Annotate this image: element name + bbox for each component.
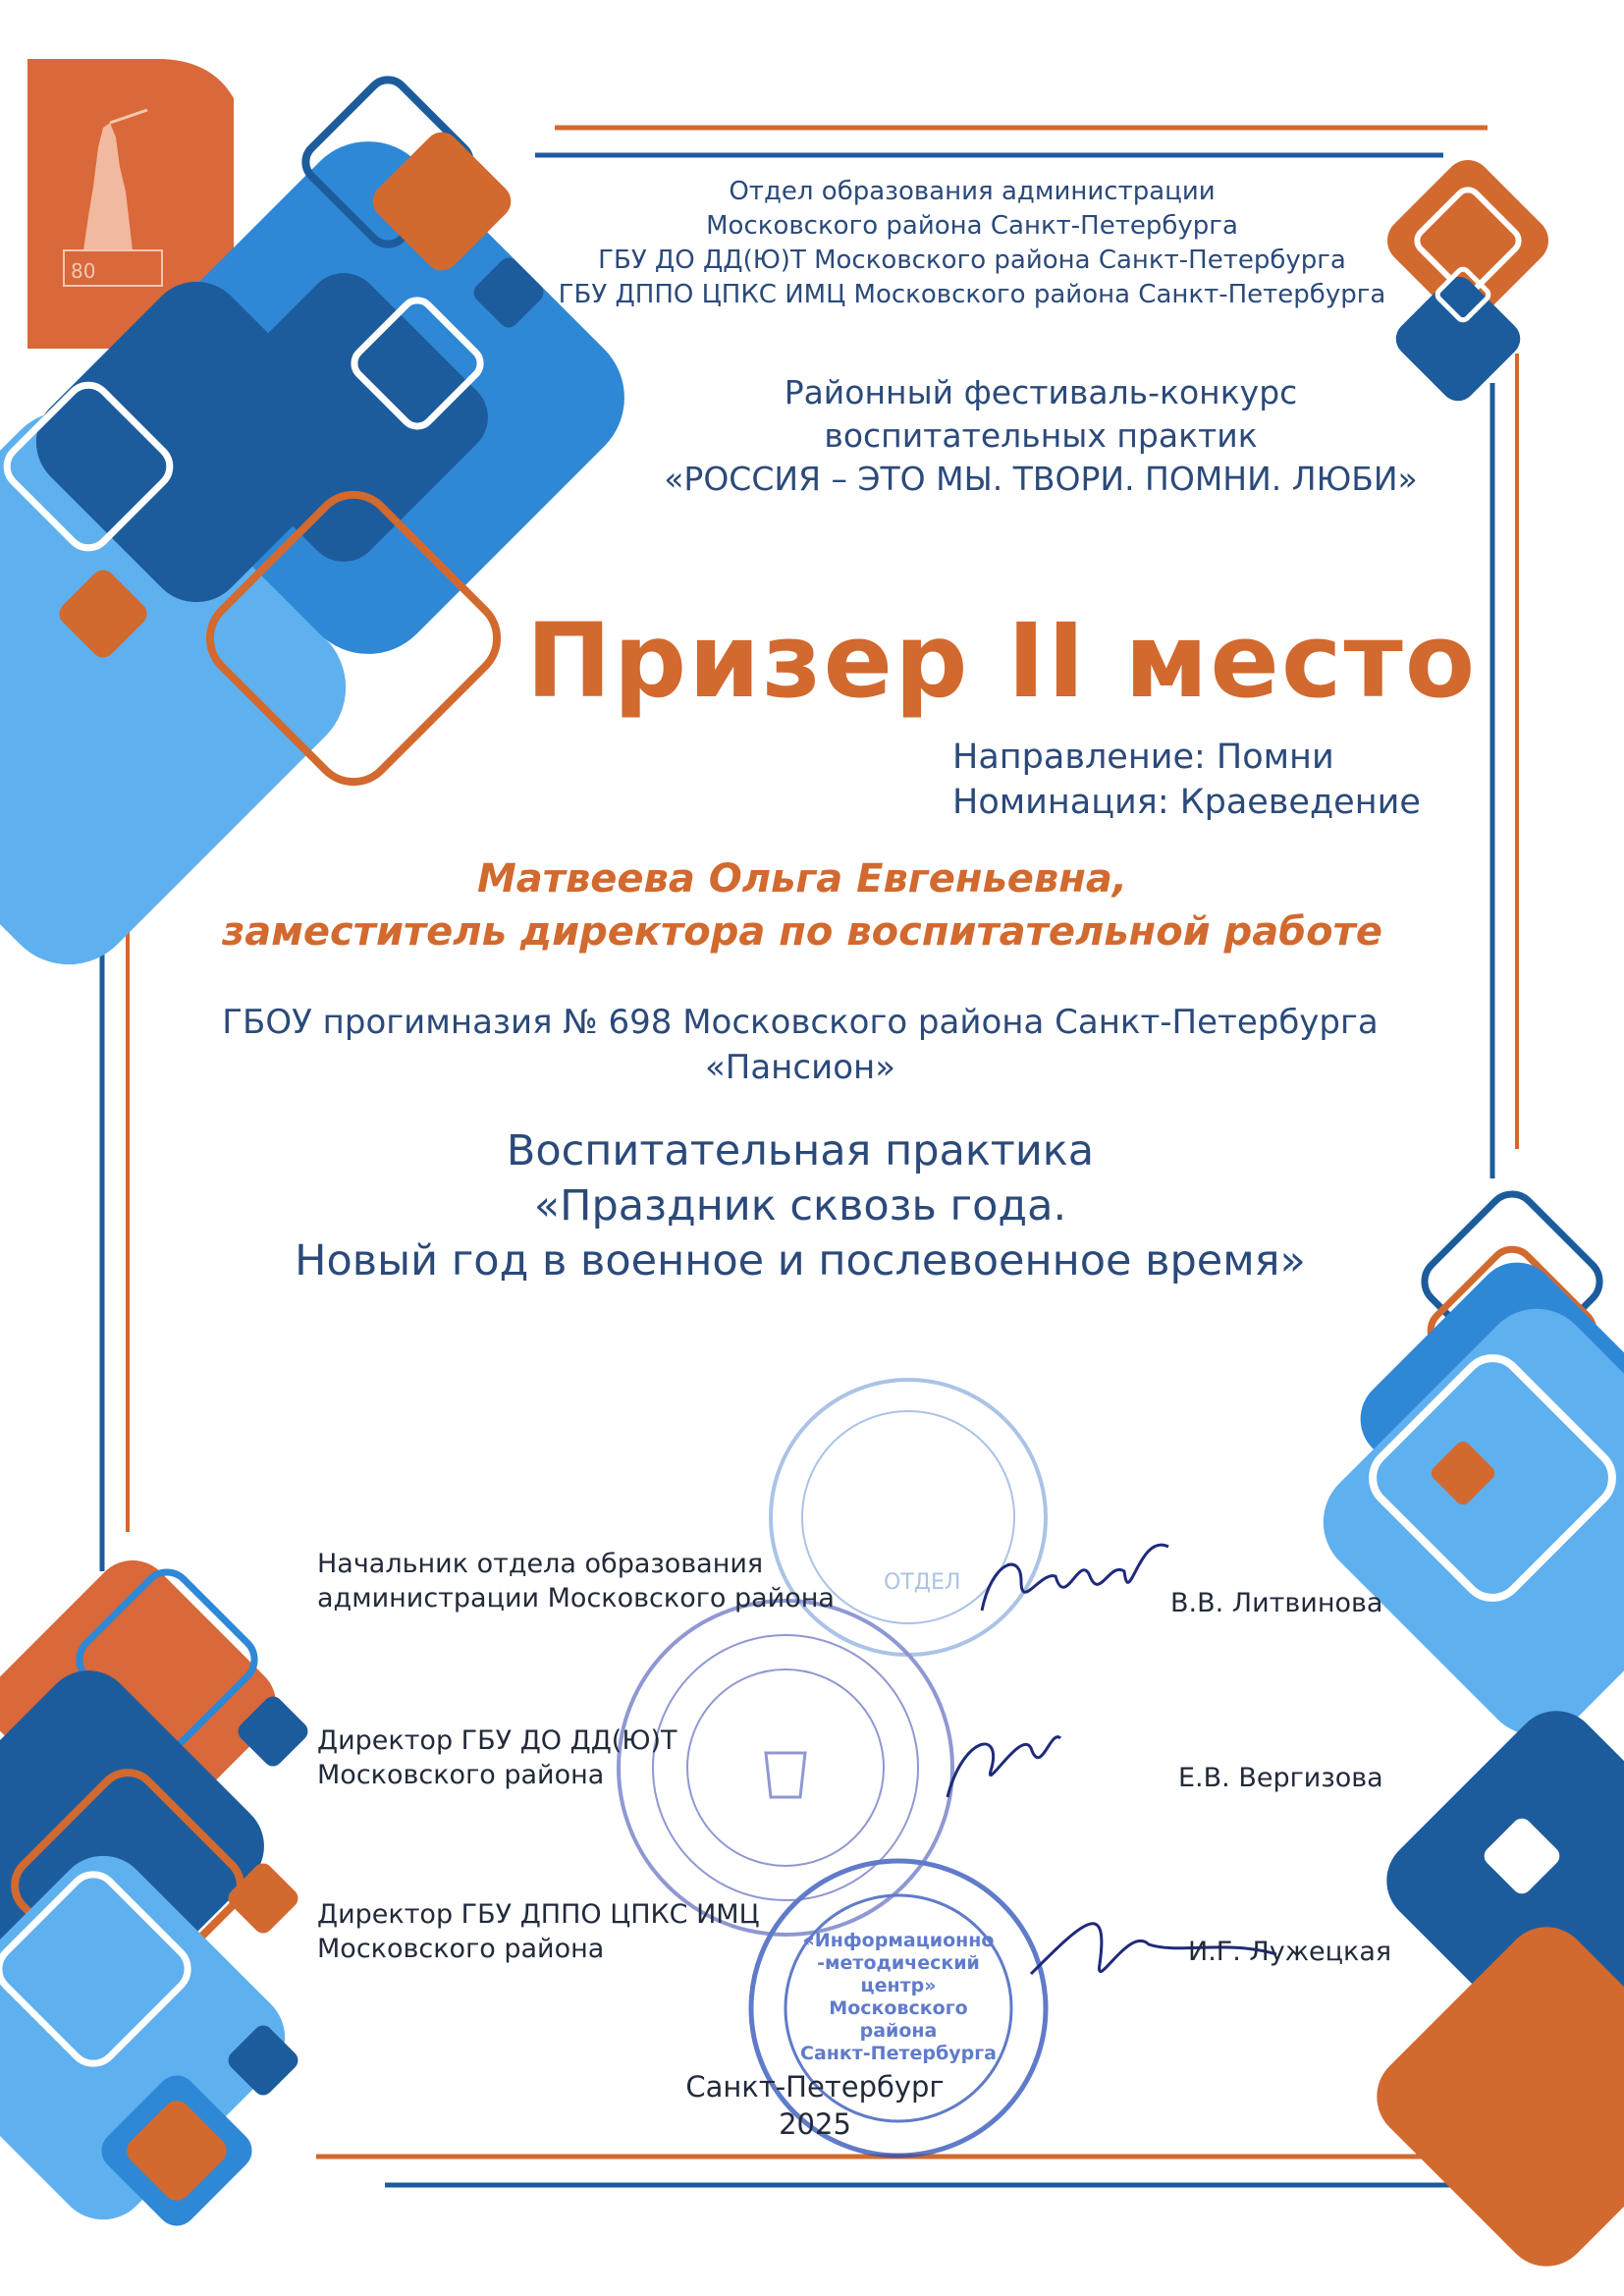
festival-line: «РОССИЯ – ЭТО МЫ. ТВОРИ. ПОМНИ. ЛЮБИ» bbox=[664, 460, 1418, 498]
stamp-center-line: «Информационно bbox=[802, 1930, 995, 1951]
signature-title-line: Начальник отдела образования bbox=[317, 1549, 764, 1579]
nomination-text: Номинация: Краеведение bbox=[952, 783, 1421, 822]
organizer-line: ГБУ ДППО ЦПКС ИМЦ Московского района Санкт-Петербурга bbox=[558, 280, 1386, 309]
svg-text:80: 80 bbox=[71, 259, 96, 283]
signature-title-3 bbox=[317, 1897, 760, 1966]
city: Санкт-Петербург bbox=[685, 2070, 945, 2104]
winner-block bbox=[98, 852, 1506, 958]
organizers-block bbox=[471, 175, 1473, 312]
stamp-center-line: Санкт-Петербурга bbox=[800, 2043, 997, 2064]
school-line: ГБОУ прогимназия № 698 Московского района Санкт-Петербурга bbox=[222, 1003, 1379, 1042]
signature-title-1 bbox=[317, 1547, 835, 1615]
practice-block bbox=[157, 1123, 1443, 1288]
stamps bbox=[619, 1380, 1046, 2156]
signature-title-line: Московского района bbox=[317, 1760, 605, 1790]
organizer-line: Отдел образования администрации bbox=[729, 177, 1216, 206]
winner-position: заместитель директора по воспитательной работе bbox=[222, 909, 1382, 955]
practice-line: Новый год в военное и послевоенное время» bbox=[295, 1236, 1306, 1285]
signature-name-1: В.В. Литвинова bbox=[1170, 1588, 1383, 1618]
winner-name: Матвеева Ольга Евгеньевна, bbox=[476, 856, 1128, 902]
footer bbox=[609, 2068, 1021, 2143]
stamp-top-word: ОТДЕЛ bbox=[884, 1570, 961, 1595]
stamp-center-text bbox=[800, 1930, 997, 2064]
signature-name-2: Е.В. Вергизова bbox=[1178, 1763, 1383, 1793]
signature-title-line: Директор ГБУ ДППО ЦПКС ИМЦ bbox=[317, 1899, 760, 1930]
organizer-line: ГБУ ДО ДД(Ю)Т Московского района Санкт-Петербурга bbox=[598, 246, 1346, 275]
stamp-center-line: -методический bbox=[817, 1952, 980, 1974]
award-title: Призер II место bbox=[525, 601, 1478, 721]
stamp-center-line: Московского bbox=[829, 1997, 968, 2019]
signature-title-2 bbox=[317, 1723, 677, 1792]
practice-line: Воспитательная практика bbox=[506, 1126, 1095, 1175]
signature-title-line: Директор ГБУ ДО ДД(Ю)Т bbox=[317, 1725, 677, 1756]
nomination-block bbox=[952, 735, 1421, 825]
signature-name-3: И.Г. Лужецкая bbox=[1188, 1937, 1392, 1967]
festival-title bbox=[550, 371, 1532, 501]
signature-title-line: Московского района bbox=[317, 1934, 605, 1964]
festival-line: воспитательных практик bbox=[824, 416, 1258, 455]
stamp-center-line: центр» bbox=[860, 1975, 937, 1996]
organizer-line: Московского района Санкт-Петербурга bbox=[706, 211, 1238, 241]
stamp-center-line: района bbox=[859, 2020, 938, 2042]
school-line: «Пансион» bbox=[704, 1048, 896, 1087]
school-block bbox=[137, 1000, 1463, 1090]
bottom-right-shapes bbox=[1301, 1184, 1624, 2284]
signature-title-line: администрации Московского района bbox=[317, 1583, 835, 1613]
direction-text: Направление: Помни bbox=[952, 738, 1334, 777]
year: 2025 bbox=[779, 2107, 851, 2141]
practice-line: «Праздник сквозь года. bbox=[533, 1181, 1067, 1230]
festival-line: Районный фестиваль-конкурс bbox=[784, 373, 1298, 411]
bottom-left-shapes bbox=[0, 1544, 312, 2239]
